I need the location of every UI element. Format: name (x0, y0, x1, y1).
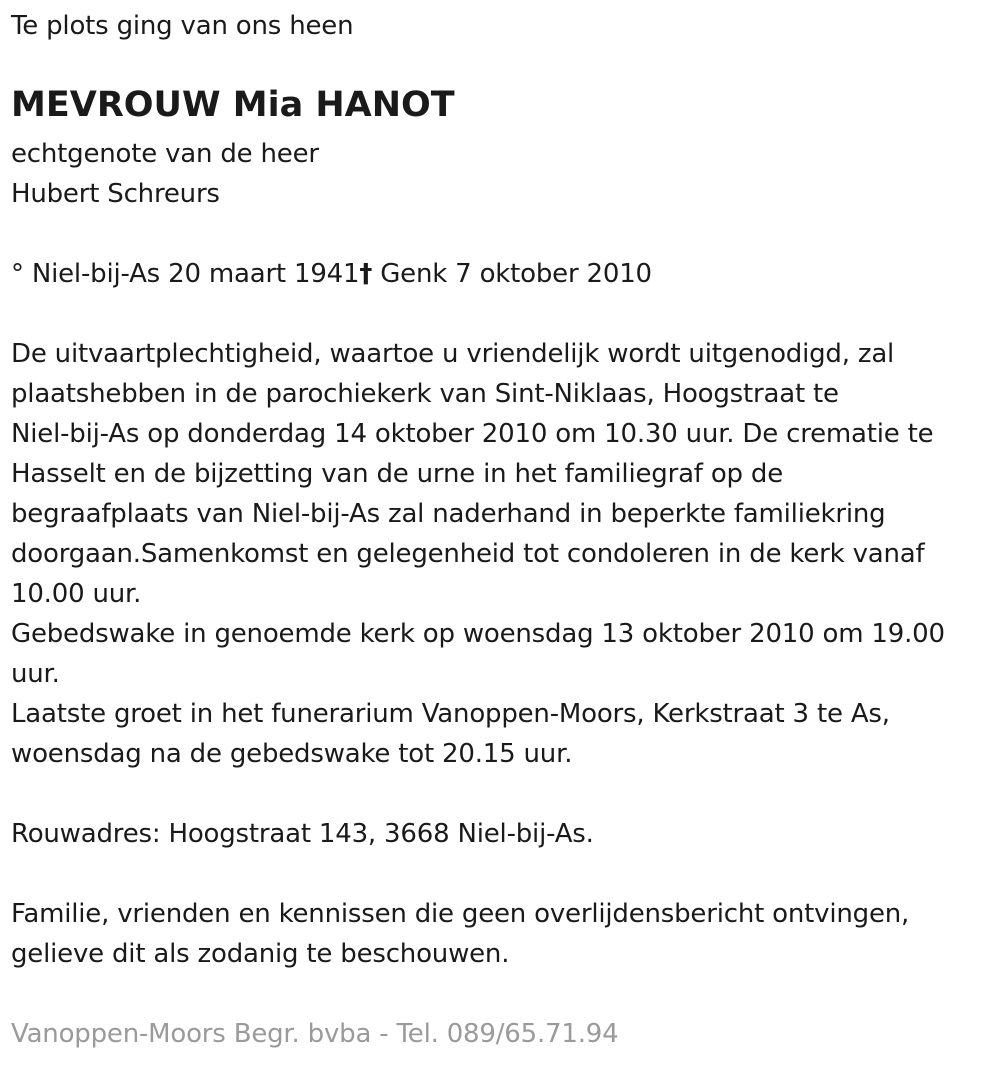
deceased-name: MEVROUW Mia HANOT (11, 85, 455, 125)
body-line: woensdag na de gebedswake tot 20.15 uur. (11, 739, 573, 769)
cross-icon: † (359, 259, 373, 289)
birth-info: ° Niel-bij-As 20 maart 1941 (11, 259, 360, 289)
body-line: De uitvaartplechtigheid, waartoe u vriendelijk wordt uitgenodigd, zal (11, 339, 895, 369)
body-line: Niel-bij-As op donderdag 14 oktober 2010 om 10.30 uur. De crematie te (11, 419, 934, 449)
intro-text: Te plots ging van ons heen (11, 11, 354, 41)
closing-line: Familie, vrienden en kennissen die geen overlijdensbericht ontvingen, (11, 899, 910, 929)
body-line: doorgaan.Samenkomst en gelegenheid tot condoleren in de kerk vanaf (11, 539, 925, 569)
death-info: Genk 7 oktober 2010 (372, 259, 652, 289)
body-line: Gebedswake in genoemde kerk op woensdag 13 oktober 2010 om 19.00 (11, 619, 945, 649)
body-line: Laatste groet in het funerarium Vanoppen-Moors, Kerkstraat 3 te As, (11, 699, 890, 729)
spouse-name: Hubert Schreurs (11, 179, 220, 209)
funeral-details (11, 334, 986, 774)
body-line: begraafplaats van Niel-bij-As zal naderhand in beperkte familiekring (11, 499, 886, 529)
life-dates (11, 254, 652, 294)
mourning-address: Rouwadres: Hoogstraat 143, 3668 Niel-bij-As. (11, 819, 594, 849)
body-line: 10.00 uur. (11, 579, 142, 609)
closing-note (11, 894, 909, 974)
funeral-home-footer: Vanoppen-Moors Begr. bvba - Tel. 089/65.71.94 (11, 1019, 619, 1049)
body-line: uur. (11, 659, 60, 689)
spouse-label: echtgenote van de heer (11, 139, 319, 169)
body-line: plaatshebben in de parochiekerk van Sint-Niklaas, Hoogstraat te (11, 379, 839, 409)
body-line: Hasselt en de bijzetting van de urne in het familiegraf op de (11, 459, 783, 489)
closing-line: gelieve dit als zodanig te beschouwen. (11, 939, 510, 969)
